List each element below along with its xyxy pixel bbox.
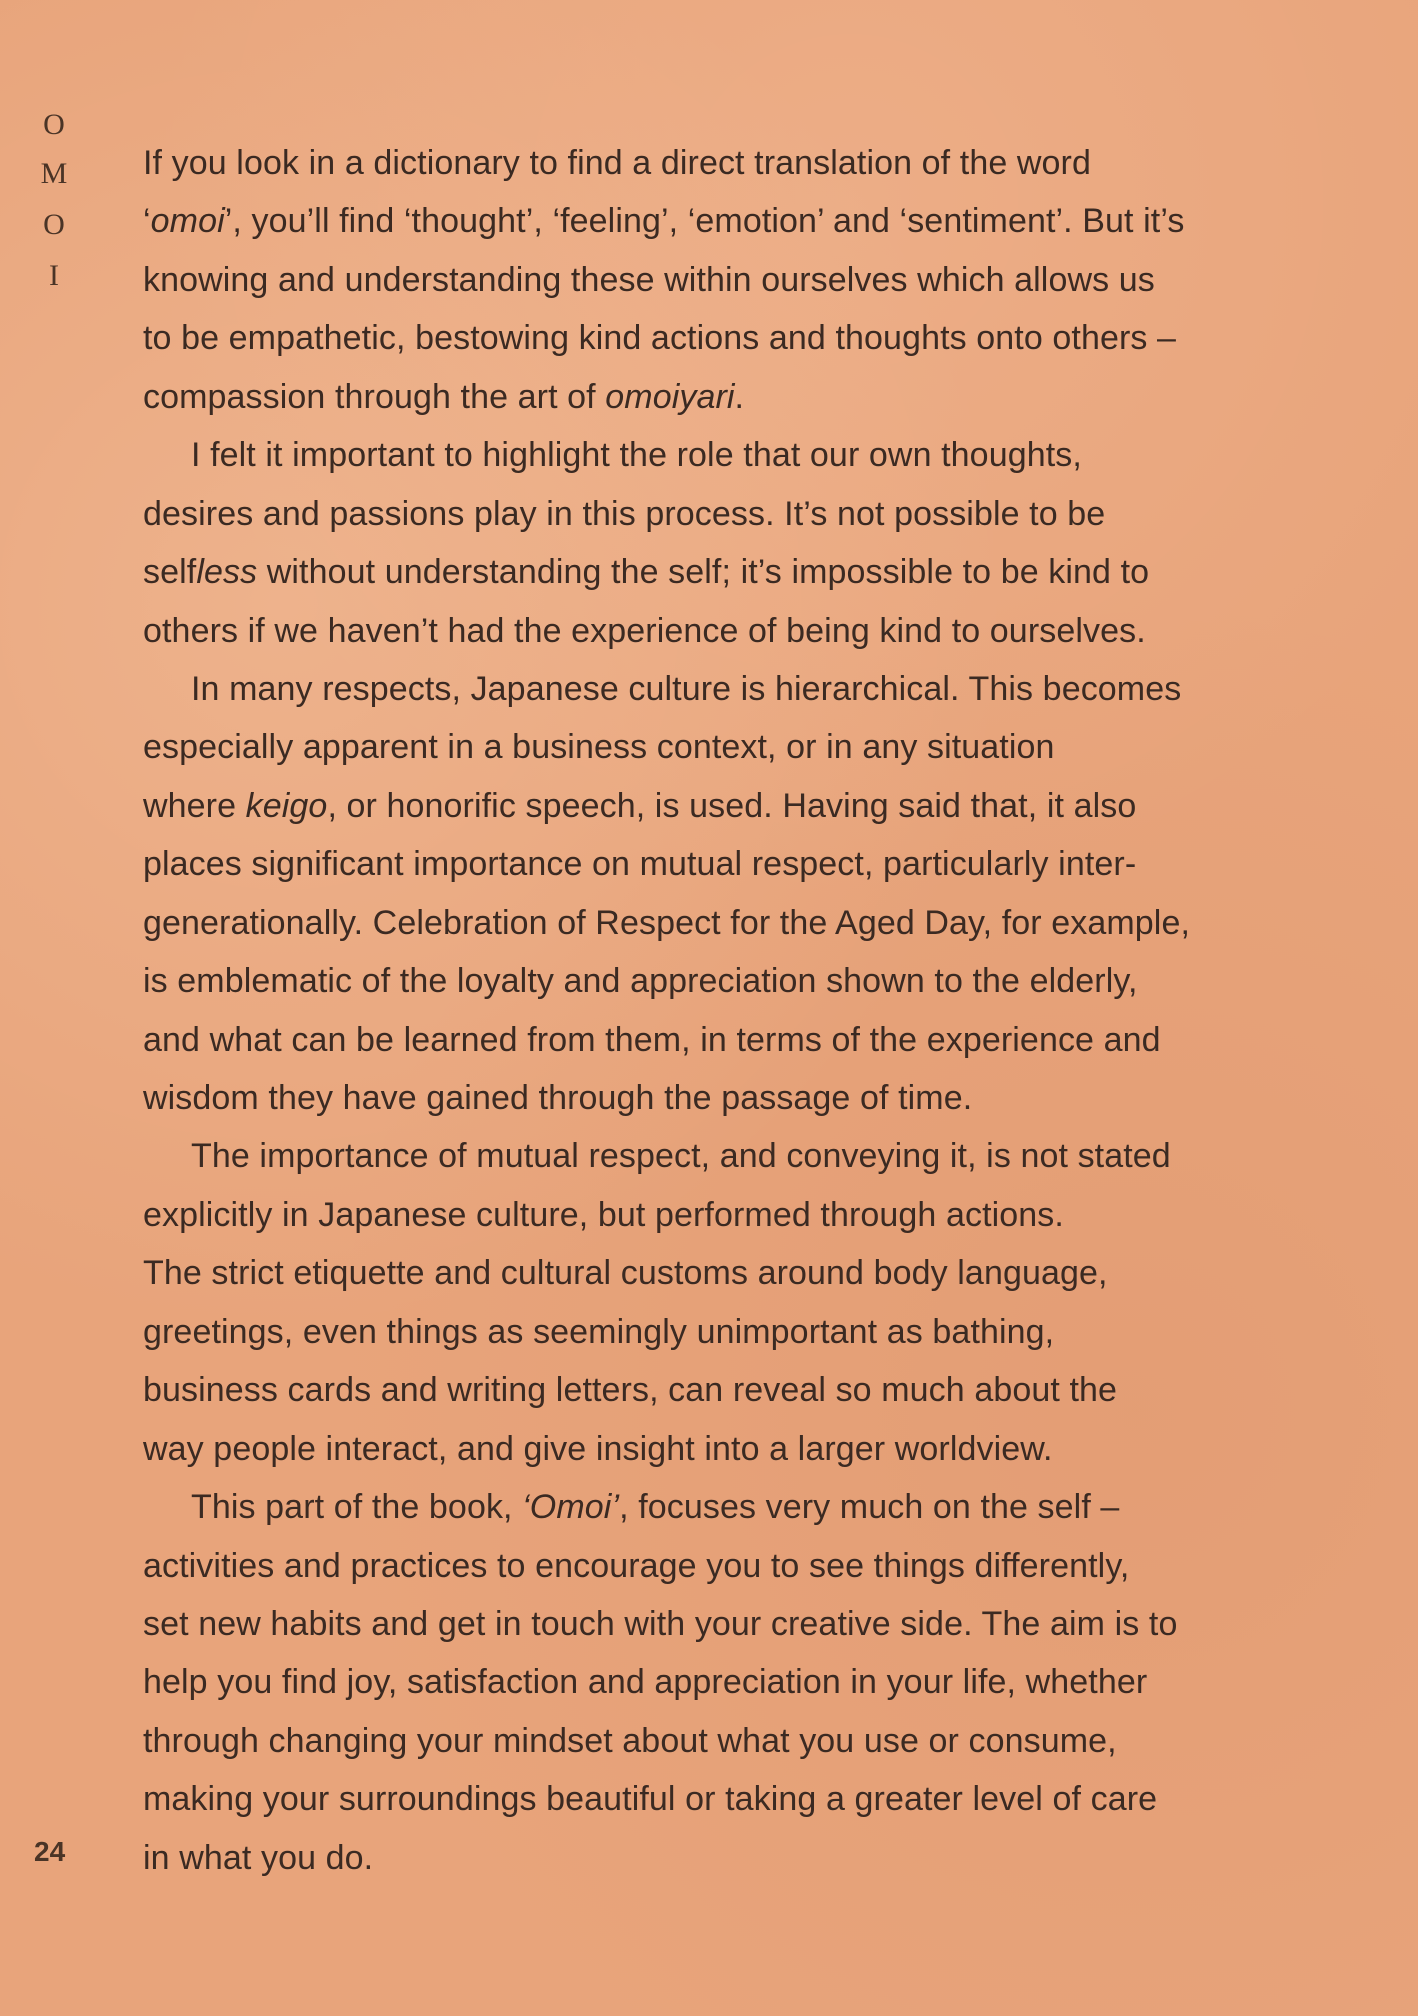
text-line — [143, 1537, 1190, 1595]
text-segment: making your surroundings beautiful or taking a greater level of care — [143, 1780, 1158, 1819]
text-line — [143, 1361, 1190, 1419]
text-line — [143, 1420, 1190, 1478]
text-line — [143, 1011, 1190, 1069]
text-segment: places significant importance on mutual respect, particularly inter- — [143, 845, 1137, 884]
text-line — [143, 1770, 1190, 1828]
text-line — [143, 1244, 1190, 1302]
text-line — [143, 1127, 1190, 1185]
text-segment: through changing your mindset about what you use or consume, — [143, 1721, 1117, 1760]
text-segment: knowing and understanding these within ourselves which allows us — [143, 260, 1155, 299]
text-segment: others if we haven’t had the experience of being kind to ourselves. — [143, 611, 1146, 650]
text-line — [143, 835, 1190, 893]
text-segment: help you find joy, satisfaction and appreciation in your life, whether — [143, 1663, 1148, 1702]
text-line — [143, 894, 1190, 952]
side-title-letter: M — [40, 157, 68, 190]
text-segment: ’, you’ll find ‘thought’, ‘feeling’, ‘emotion’ and ‘sentiment’. But it’s — [224, 202, 1185, 241]
text-line — [143, 485, 1190, 543]
text-segment: desires and passions play in this process. It’s not possible to be — [143, 494, 1106, 533]
text-line — [143, 952, 1190, 1010]
text-segment: , or honorific speech, is used. Having said that, it also — [327, 786, 1137, 825]
text-segment: business cards and writing letters, can reveal so much about the — [143, 1371, 1118, 1410]
text-segment: explicitly in Japanese culture, but performed through actions. — [143, 1195, 1064, 1234]
text-segment: ‘ — [143, 202, 151, 241]
text-line — [143, 368, 1190, 426]
text-line — [143, 1595, 1190, 1653]
text-line — [143, 602, 1190, 660]
text-line — [143, 1069, 1190, 1127]
text-segment: The importance of mutual respect, and conveying it, is not stated — [191, 1137, 1171, 1176]
text-segment: , focuses very much on the self – — [619, 1488, 1120, 1527]
text-line — [143, 543, 1190, 601]
text-segment: is emblematic of the loyalty and appreciation shown to the elderly, — [143, 962, 1138, 1001]
text-segment: I felt it important to highlight the role that our own thoughts, — [191, 436, 1082, 475]
side-title-letter: O — [43, 108, 65, 141]
text-segment: without understanding the self; it’s impossible to be kind to — [257, 553, 1150, 592]
text-line — [143, 660, 1190, 718]
text-line — [143, 1303, 1190, 1361]
text-segment: especially apparent in a business context, or in any situation — [143, 728, 1055, 767]
text-segment: way people interact, and give insight into a larger worldview. — [143, 1429, 1053, 1468]
text-line — [143, 192, 1190, 250]
side-title-letter: I — [49, 259, 59, 292]
text-segment: If you look in a dictionary to find a direct translation of the word — [143, 144, 1091, 182]
text-segment: compassion through the art of — [143, 377, 606, 416]
text-line — [143, 777, 1190, 835]
text-segment: and what can be learned from them, in terms of the experience and — [143, 1020, 1161, 1059]
italic-text: omoi — [150, 202, 225, 241]
text-segment: In many respects, Japanese culture is hierarchical. This becomes — [191, 669, 1182, 708]
italic-text: less — [196, 553, 258, 592]
text-line — [143, 426, 1190, 484]
side-title-letter: O — [43, 208, 65, 241]
text-segment: The strict etiquette and cultural customs around body language, — [143, 1254, 1108, 1293]
text-segment: set new habits and get in touch with your creative side. The aim is to — [143, 1604, 1178, 1643]
text-segment: activities and practices to encourage you to see things differently, — [143, 1546, 1130, 1585]
text-segment: wisdom they have gained through the passage of time. — [143, 1079, 973, 1117]
text-segment: to be empathetic, bestowing kind actions and thoughts onto others – — [143, 319, 1177, 358]
text-line — [143, 1712, 1190, 1770]
italic-text: omoiyari — [605, 377, 735, 416]
italic-text: keigo — [245, 786, 328, 825]
text-line — [143, 718, 1190, 776]
text-segment: This part of the book, — [191, 1488, 523, 1527]
text-segment: self — [143, 553, 197, 592]
text-segment: where — [143, 786, 246, 825]
text-line — [143, 309, 1190, 367]
text-segment: . — [734, 377, 745, 416]
text-line — [143, 1186, 1190, 1244]
text-line — [143, 251, 1190, 309]
text-line — [143, 134, 1190, 192]
body-text — [143, 134, 1190, 1887]
text-line — [143, 1829, 1190, 1887]
text-segment: greetings, even things as seemingly unimportant as bathing, — [143, 1312, 1055, 1351]
page-number: 24 — [34, 1836, 66, 1867]
italic-text: ‘Omoi’ — [522, 1488, 620, 1527]
text-line — [143, 1478, 1190, 1536]
text-segment: generationally. Celebration of Respect for the Aged Day, for example, — [143, 903, 1191, 942]
text-segment: in what you do. — [143, 1838, 374, 1877]
text-line — [143, 1653, 1190, 1711]
